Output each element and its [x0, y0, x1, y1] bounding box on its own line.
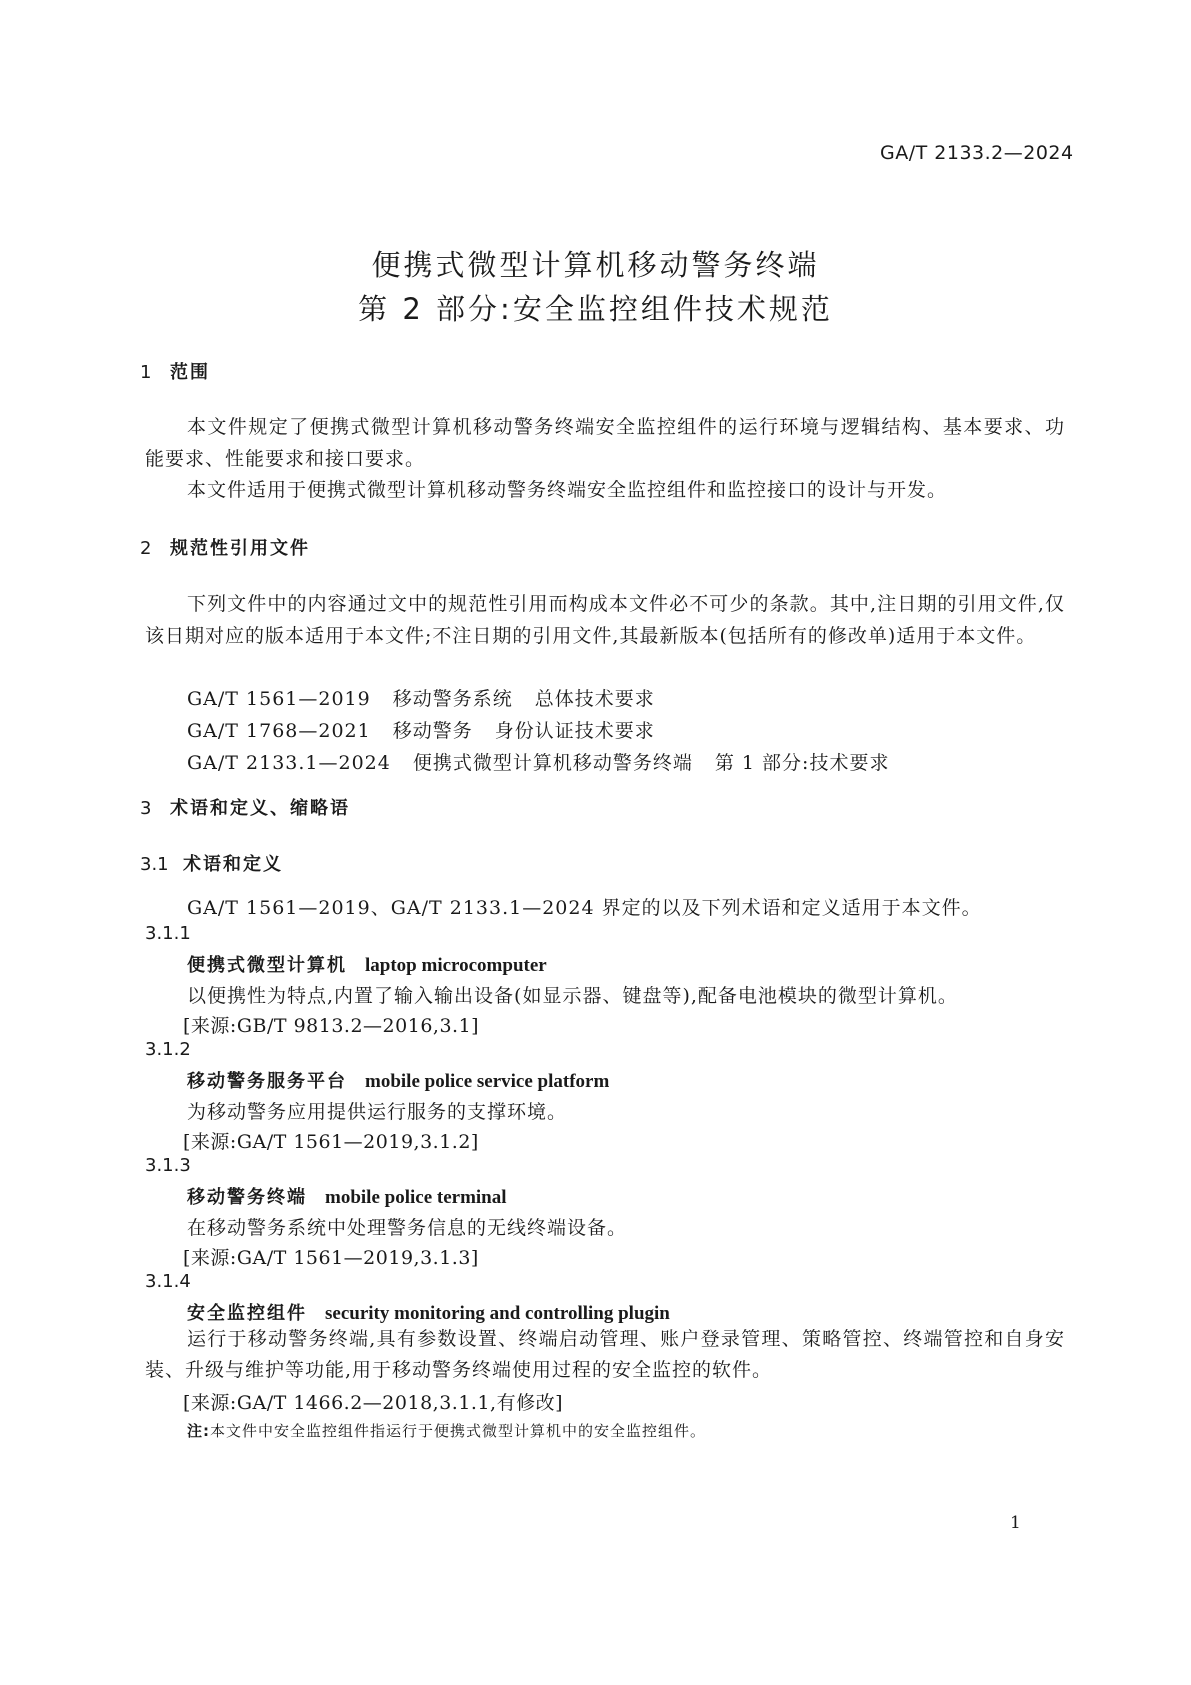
reference-code: GA/T 2133.1—2024: [187, 752, 391, 774]
note: [187, 1420, 706, 1441]
reference-item: [187, 716, 655, 743]
section-number: 1: [140, 362, 152, 383]
section-title: 范围: [170, 362, 210, 383]
term-number: 3.1.1: [145, 923, 191, 944]
reference-title: 移动警务系统: [392, 688, 513, 710]
paragraph: 下列文件中的内容通过文中的规范性引用而构成本文件必不可少的条款。其中,注日期的引用文件,仅该日期对应的版本适用于本文件;不注日期的引用文件,其最新版本(包括所有的修改单)适用于本文件。: [145, 593, 1065, 647]
term-definition: 在移动警务系统中处理警务信息的无线终端设备。: [187, 1217, 628, 1239]
document-title-line2: 第 2 部分:安全监控组件技术规范: [358, 292, 833, 326]
term-number: 3.1.3: [145, 1155, 191, 1176]
note-text: 本文件中安全监控组件指运行于便携式微型计算机中的安全监控组件。: [210, 1422, 707, 1440]
term-name-en: mobile police service platform: [365, 1071, 610, 1092]
term-name-cn: 安全监控组件: [187, 1303, 307, 1324]
page-number: 1: [1010, 1513, 1021, 1533]
reference-title: 移动警务: [392, 720, 473, 742]
term-source: [来源:GA/T 1561—2019,3.1.2]: [183, 1131, 479, 1153]
reference-item: [187, 748, 889, 775]
section-title: 术语和定义、缩略语: [170, 798, 350, 819]
subsection-number: 3.1: [140, 854, 169, 875]
reference-code: GA/T 1561—2019: [187, 688, 371, 710]
term-name: [187, 1067, 609, 1093]
section-number: 3: [140, 798, 152, 819]
term-source: [来源:GA/T 1466.2—2018,3.1.1,有修改]: [183, 1392, 563, 1414]
terms-intro: GA/T 1561—2019、GA/T 2133.1—2024 界定的以及下列术语和定义适用于本文件。: [187, 897, 982, 919]
term-number: 3.1.2: [145, 1039, 191, 1060]
term-number: 3.1.4: [145, 1271, 191, 1292]
term-name-en: mobile police terminal: [325, 1187, 507, 1208]
paragraph: 本文件规定了便携式微型计算机移动警务终端安全监控组件的运行环境与逻辑结构、基本要求、功能要求、性能要求和接口要求。: [145, 416, 1065, 470]
subsection-title: 术语和定义: [183, 854, 283, 875]
section-title: 规范性引用文件: [170, 538, 310, 559]
term-name-cn: 移动警务终端: [187, 1187, 307, 1208]
reference-subtitle: 总体技术要求: [534, 688, 655, 710]
document-code: GA/T 2133.2—2024: [880, 142, 1074, 164]
section-heading: [140, 358, 210, 384]
reference-subtitle: 第 1 部分:技术要求: [714, 752, 890, 774]
section-number: 2: [140, 538, 152, 559]
term-name: [187, 1299, 670, 1325]
section-heading: [140, 794, 350, 820]
term-name: [187, 1183, 507, 1209]
term-name-cn: 移动警务服务平台: [187, 1071, 347, 1092]
term-name-en: laptop microcomputer: [365, 955, 547, 976]
term-definition: 以便携性为特点,内置了输入输出设备(如显示器、键盘等),配备电池模块的微型计算机。: [187, 985, 958, 1007]
subsection-heading: [140, 850, 283, 876]
reference-item: [187, 684, 655, 711]
term-definition: 运行于移动警务终端,具有参数设置、终端启动管理、账户登录管理、策略管控、终端管控和自身安装、升级与维护等功能,用于移动警务终端使用过程的安全监控的软件。: [145, 1328, 1065, 1381]
section-heading: [140, 534, 310, 560]
term-name-en: security monitoring and controlling plugin: [325, 1303, 670, 1324]
term-name-cn: 便携式微型计算机: [187, 955, 347, 976]
term-definition: 为移动警务应用提供运行服务的支撑环境。: [187, 1101, 568, 1123]
term-name: [187, 951, 547, 977]
term-source: [来源:GA/T 1561—2019,3.1.3]: [183, 1247, 479, 1269]
paragraph: 本文件适用于便携式微型计算机移动警务终端安全监控组件和监控接口的设计与开发。: [187, 479, 948, 501]
document-title-line1: 便携式微型计算机移动警务终端: [371, 248, 820, 282]
note-label: 注:: [187, 1422, 210, 1440]
reference-code: GA/T 1768—2021: [187, 720, 371, 742]
reference-subtitle: 身份认证技术要求: [494, 720, 655, 742]
term-source: [来源:GB/T 9813.2—2016,3.1]: [183, 1015, 480, 1037]
reference-title: 便携式微型计算机移动警务终端: [412, 752, 693, 774]
